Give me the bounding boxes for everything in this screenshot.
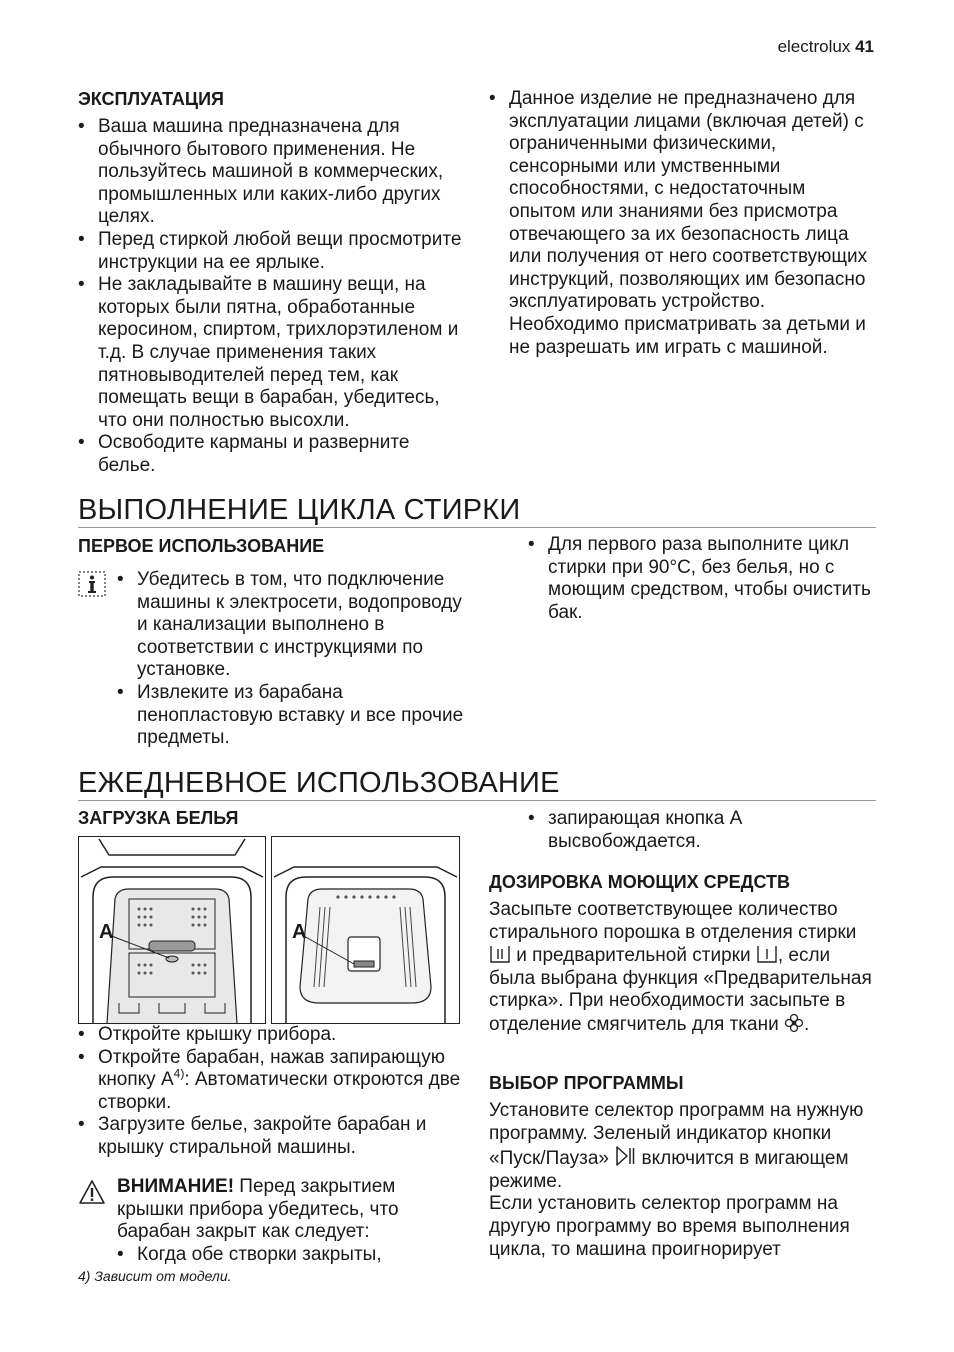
list-item: • Ваша машина предназначена для обычного бытового применения. Не пользуйтесь машиной в коммерческих, промышленных или каких-либо других целях. — [78, 116, 466, 229]
main-wash-compartment-icon — [489, 944, 511, 964]
list-item: • запирающая кнопка A высвобождается. — [528, 808, 876, 853]
loading-title-wrap — [78, 807, 468, 829]
first-use-right-list — [528, 534, 876, 624]
list-item: • Откройте крышку прибора. — [78, 1024, 468, 1047]
warning-text — [117, 1176, 467, 1244]
program-part: включится в мигающем режиме. — [489, 1148, 849, 1192]
footnote-ref: 4) — [173, 1066, 185, 1081]
program-note: Если установить селектор программ на другую программу во время выполнения цикла, то машина проигнорирует — [489, 1193, 850, 1260]
first-use-list-wrap — [117, 569, 469, 750]
operation-left-column — [78, 88, 466, 478]
figure-drum-open — [271, 836, 460, 1024]
warning-body: Перед закрытием крышки прибора убедитесь, что барабан закрыт как следует: — [117, 1176, 399, 1243]
list-item: • Убедитесь в том, что подключение машины к электросети, водопроводу и канализации выполнено в соответствии с инструкциями по установке. — [117, 569, 469, 682]
figure-label-a: A — [292, 921, 307, 943]
step-text: Откройте барабан, нажав запирающую кнопку A — [98, 1046, 445, 1091]
operation-list — [78, 116, 466, 478]
program-title: ВЫБОР ПРОГРАММЫ — [489, 1073, 684, 1093]
lock-release-list — [528, 808, 876, 853]
dosing-title: ДОЗИРОВКА МОЮЩИХ СРЕДСТВ — [489, 872, 791, 892]
dosing-block — [489, 871, 876, 1037]
first-use-left-column — [78, 535, 468, 557]
warning-block — [117, 1176, 467, 1266]
softener-flower-icon — [784, 1013, 804, 1033]
warning-label: ВНИМАНИЕ! — [117, 1176, 235, 1197]
operation-right-list — [489, 88, 876, 314]
list-item: • Для первого раза выполните цикл стирки при 90°С, без белья, но с моющим средством, чтобы очистить бак. — [528, 534, 876, 624]
loading-steps — [78, 1024, 468, 1160]
list-item: • Извлеките из барабана пенопластовую вставку и все прочие предметы. — [117, 682, 469, 750]
list-item: • Когда обе створки закрыты, — [117, 1244, 467, 1267]
list-item: • Загрузите белье, закройте барабан и крышку стиральной машины. — [78, 1114, 468, 1159]
prewash-compartment-icon — [756, 944, 778, 964]
dosing-part: . — [803, 1013, 810, 1035]
start-pause-icon — [614, 1145, 636, 1167]
first-use-title: ПЕРВОЕ ИСПОЛЬЗОВАНИЕ — [78, 536, 325, 556]
program-block — [489, 1072, 876, 1261]
info-icon — [78, 571, 106, 597]
first-use-right-column — [528, 534, 876, 624]
loading-title: ЗАГРУЗКА БЕЛЬЯ — [78, 808, 239, 828]
list-item: • Не закладывайте в машину вещи, на которых были пятна, обработанные керосином, спиртом, трихлорэтиленом и т.д. В случае применения таких пятновыводителей перед тем, как помещать вещи в барабан, убедитесь, что они полностью высохли. — [78, 274, 466, 432]
first-use-list — [117, 569, 469, 750]
warning-icon — [78, 1179, 106, 1205]
children-note: Необходимо присматривать за детьми и не разрешать им играть с машиной. — [509, 313, 866, 358]
list-item: • Освободите карманы и разверните белье. — [78, 432, 466, 477]
lock-release-continued — [528, 808, 876, 853]
dosing-text — [489, 899, 876, 1037]
loading-list — [78, 1024, 468, 1160]
program-part: Установите селектор программ на нужную программу. Зеленый индикатор кнопки «Пуск/Пауза» — [489, 1100, 864, 1170]
figure-label-a: A — [99, 921, 114, 943]
page-header — [778, 37, 874, 57]
operation-right-column — [489, 88, 876, 359]
brand-name: electrolux — [777, 37, 851, 56]
dosing-part: Засыпьте соответствующее количество стирального порошка в отделения стирки — [489, 899, 857, 943]
list-item: • Перед стиркой любой вещи просмотрите инструкции на ее ярлыке. — [78, 229, 466, 274]
warning-list — [117, 1244, 467, 1267]
step-tail: : Автоматически откроются две створки. — [98, 1069, 461, 1113]
list-item — [78, 1047, 468, 1115]
dosing-part: , если была выбрана функция «Предварительная стирка». При необходимости засыпьте в отделение смягчитель для ткани — [489, 945, 872, 1035]
operation-title: ЭКСПЛУАТАЦИЯ — [78, 89, 224, 109]
footnote: 4) Зависит от модели. — [78, 1268, 232, 1284]
page-number: 41 — [855, 37, 874, 56]
figure-drum-closed — [78, 836, 266, 1024]
daily-use-section-title: ЕЖЕДНЕВНОЕ ИСПОЛЬЗОВАНИЕ — [78, 766, 876, 801]
program-text — [489, 1100, 876, 1193]
wash-cycle-section-title: ВЫПОЛНЕНИЕ ЦИКЛА СТИРКИ — [78, 493, 876, 528]
dosing-part: и предварительной стирки — [511, 945, 756, 967]
list-item: • Данное изделие не предназначено для эксплуатации лицами (включая детей) с ограниченными физическими, сенсорными или умственными способностями, с недостаточным опытом или знаниями без присмотра отвечающего за их безопасность лица или получения от него соответствующих инструкций, позволяющих им безопасно эксплуатировать устройство. — [489, 88, 876, 314]
